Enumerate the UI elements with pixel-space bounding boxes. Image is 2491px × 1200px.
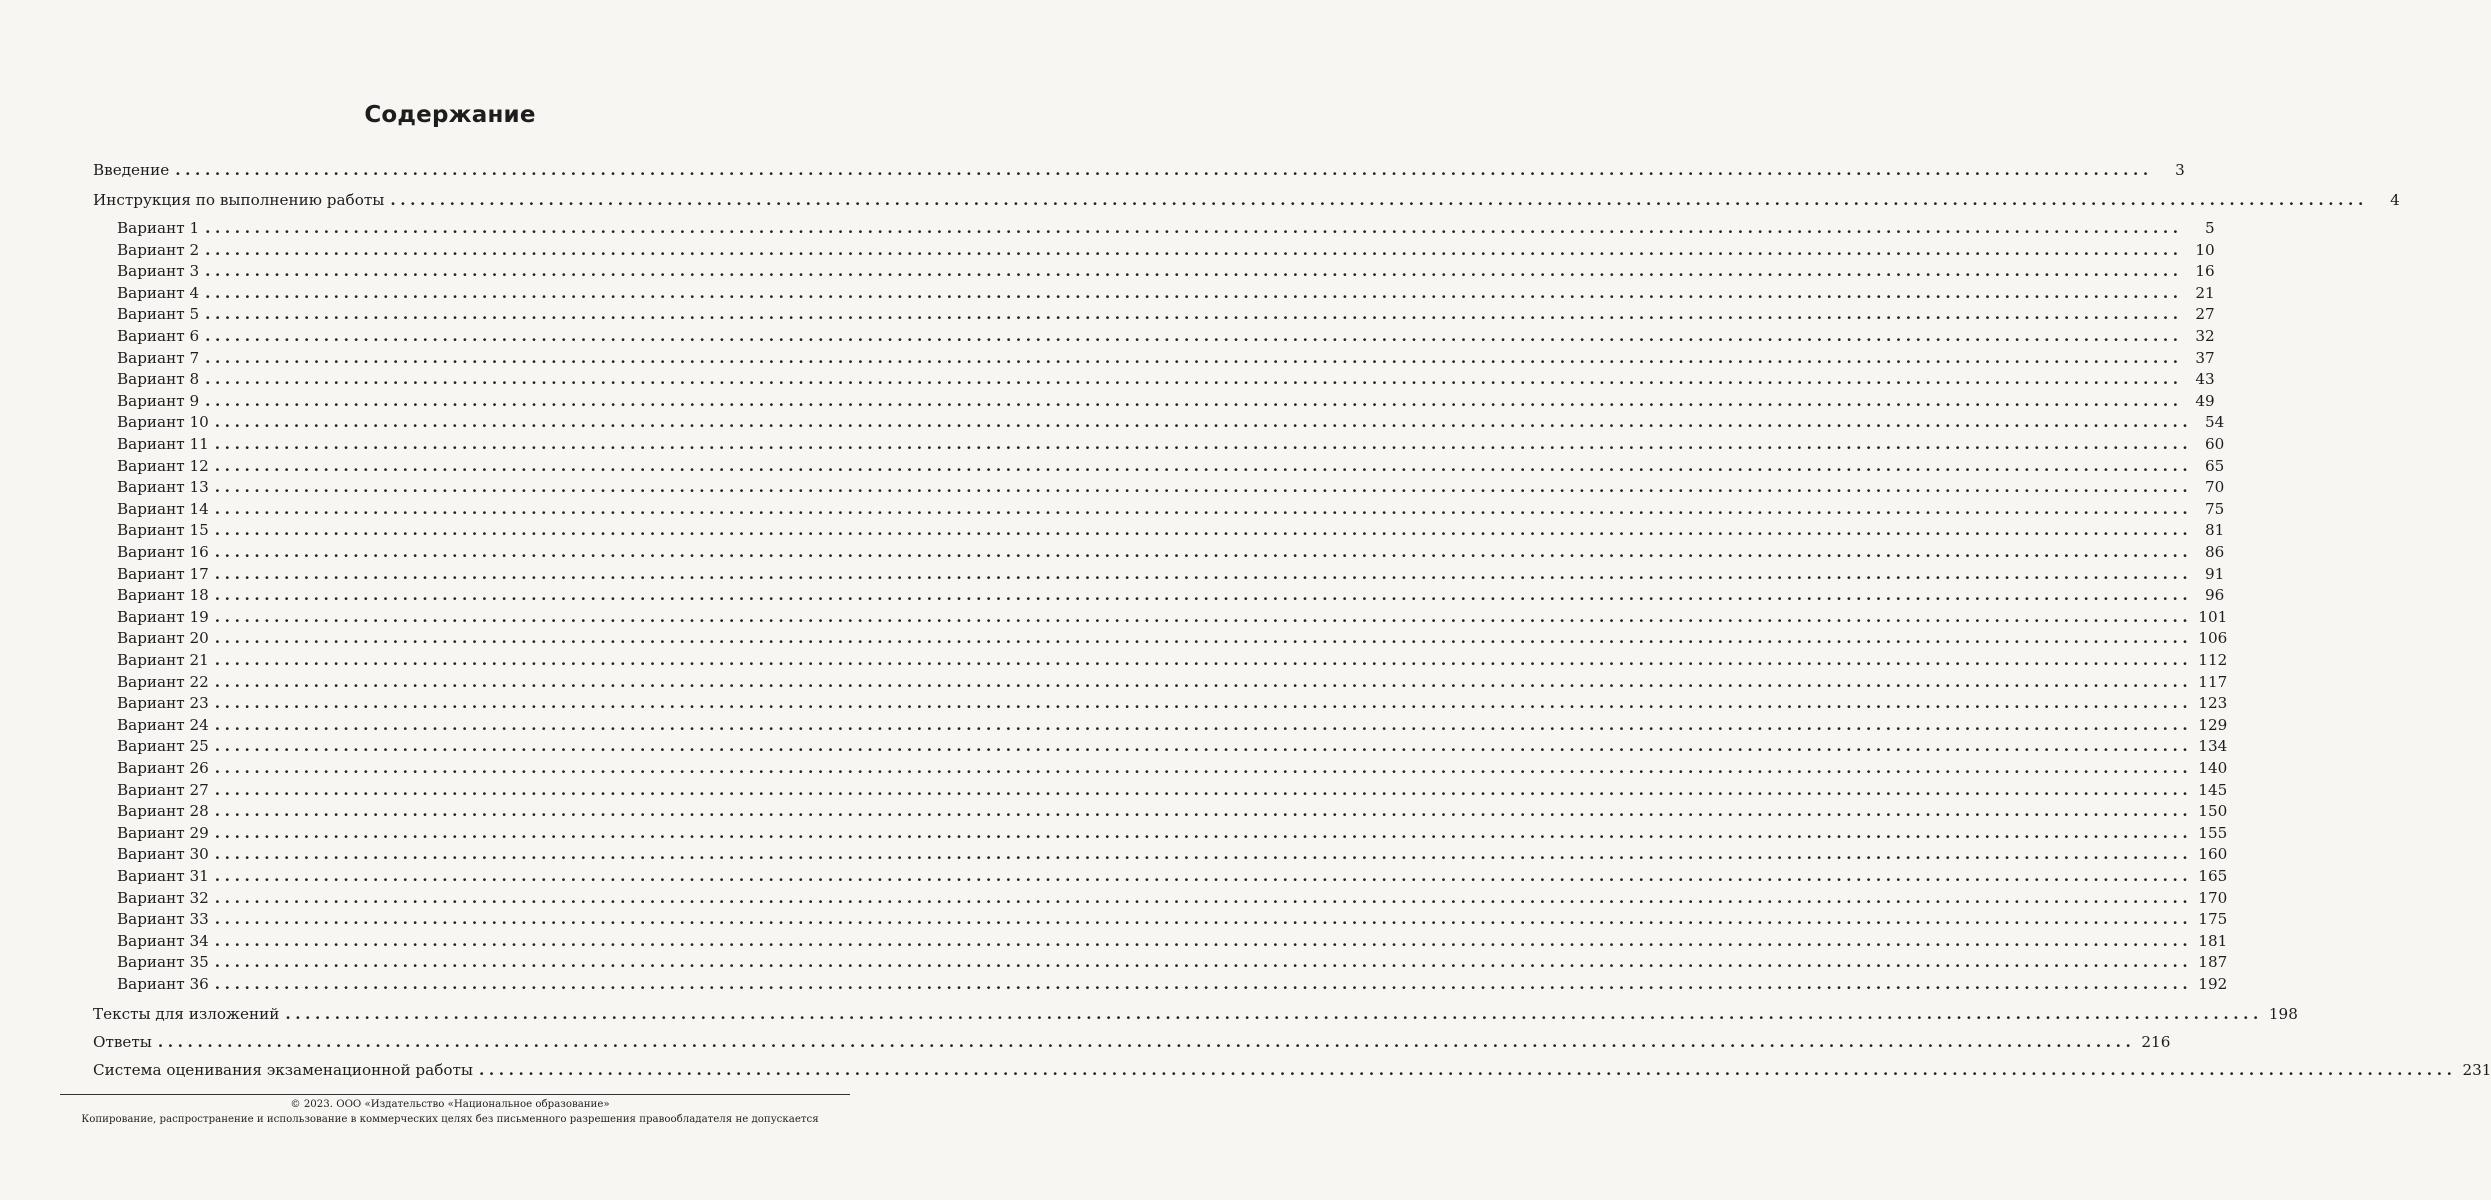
toc-dot-leader: ........................................................................................................................................................................................................ <box>214 413 2193 432</box>
toc-entry-label: Вариант 5 <box>117 305 200 324</box>
toc-entry-page: 216 <box>2141 1033 2171 1051</box>
toc-entry-label: Вариант 14 <box>117 499 209 518</box>
toc-entry <box>117 758 2228 779</box>
toc-entry <box>117 888 2228 909</box>
toc-entry-label: Вариант 21 <box>117 651 209 669</box>
toc-entry <box>117 412 2225 433</box>
toc-entry-page: 175 <box>2198 910 2228 929</box>
toc-entry-page: 3 <box>2175 161 2185 179</box>
toc-dot-leader: ........................................................................................................................................................................................................ <box>214 888 2193 907</box>
toc-entry-label: Вариант 19 <box>117 607 209 626</box>
toc-entry <box>117 585 2225 606</box>
toc-entry <box>117 304 2215 325</box>
toc-entry-label: Вариант 2 <box>117 240 200 259</box>
toc-dot-leader: ........................................................................................................................................................................................................ <box>390 191 2368 209</box>
toc-entry-label: Вариант 12 <box>117 456 209 475</box>
toc-dot-leader: ........................................................................................................................................................................................................ <box>175 161 2153 179</box>
toc-dot-leader: ........................................................................................................................................................................................................ <box>205 262 2183 281</box>
toc-entry <box>117 520 2225 541</box>
toc-dot-leader: ........................................................................................................................................................................................................ <box>205 327 2183 345</box>
toc-dot-leader: ........................................................................................................................................................................................................ <box>214 521 2193 540</box>
toc-entry <box>117 974 2228 995</box>
toc-entry <box>117 650 2228 671</box>
toc-entry-page: 140 <box>2198 759 2228 777</box>
toc-dot-leader: ........................................................................................................................................................................................................ <box>205 240 2183 259</box>
toc-entry <box>117 715 2228 736</box>
toc-dot-leader: ........................................................................................................................................................................................................ <box>214 780 2193 799</box>
toc-entry <box>117 499 2225 520</box>
footer-notice: Копирование, распространение и использование в коммерческих целях без письменного разрешения правообладателя не допускается <box>81 1114 819 1125</box>
toc-entry-label: Вариант 25 <box>117 737 209 756</box>
toc-entry-label: Вариант 7 <box>117 348 200 367</box>
toc-dot-leader: ........................................................................................................................................................................................................ <box>214 953 2193 972</box>
toc-entry-page: 16 <box>2195 262 2215 281</box>
toc-entry-label: Вариант 13 <box>117 478 209 497</box>
toc-entry-page: 21 <box>2195 283 2215 302</box>
toc-dot-leader: ........................................................................................................................................................................................................ <box>214 586 2193 605</box>
toc-entry-page: 49 <box>2195 391 2215 410</box>
toc-dot-leader: ........................................................................................................................................................................................................ <box>214 802 2193 821</box>
toc-entry-page: 150 <box>2198 802 2228 821</box>
toc-entry-label: Вариант 18 <box>117 586 209 605</box>
toc-entry-page: 112 <box>2198 651 2228 669</box>
toc-entry-page: 134 <box>2198 737 2228 756</box>
toc-entry <box>117 780 2228 801</box>
toc-entry <box>93 160 2185 181</box>
toc-entry <box>117 218 2215 239</box>
toc-dot-leader: ........................................................................................................................................................................................................ <box>214 629 2193 648</box>
toc-entry-page: 43 <box>2195 370 2215 389</box>
toc-entry-label: Введение <box>93 161 170 179</box>
toc-entry-label: Вариант 4 <box>117 283 200 302</box>
toc-entry-label: Вариант 27 <box>117 780 209 799</box>
toc-entry <box>117 240 2215 261</box>
toc-entry <box>117 542 2225 563</box>
toc-dot-leader: ........................................................................................................................................................................................................ <box>205 370 2183 389</box>
toc-dot-leader: ........................................................................................................................................................................................................ <box>214 845 2193 864</box>
toc-entry-label: Вариант 33 <box>117 910 209 929</box>
toc-entry <box>93 1032 2171 1053</box>
toc-entry-page: 10 <box>2195 240 2215 259</box>
toc-entry-label: Вариант 11 <box>117 435 209 453</box>
toc-entry-page: 129 <box>2198 715 2228 734</box>
page-title: Содержание <box>364 102 536 128</box>
toc-dot-leader: ........................................................................................................................................................................................................ <box>214 564 2193 583</box>
footer-divider <box>60 1094 850 1095</box>
toc-entry-label: Инструкция по выполнению работы <box>93 191 385 209</box>
toc-entry <box>117 348 2215 369</box>
toc-entry <box>117 456 2225 477</box>
toc-entry-label: Вариант 1 <box>117 219 200 237</box>
toc-entry-label: Вариант 16 <box>117 543 209 561</box>
toc-dot-leader: ........................................................................................................................................................................................................ <box>214 456 2193 475</box>
toc-entry-label: Вариант 30 <box>117 845 209 864</box>
toc-entry-page: 123 <box>2198 694 2228 713</box>
toc-dot-leader: ........................................................................................................................................................................................................ <box>205 305 2183 324</box>
toc-entry-label: Вариант 10 <box>117 413 209 432</box>
toc-dot-leader: ........................................................................................................................................................................................................ <box>214 651 2193 669</box>
toc-entry-page: 4 <box>2390 191 2400 209</box>
toc-entry <box>117 672 2228 693</box>
toc-entry <box>117 823 2228 844</box>
toc-entry-label: Вариант 9 <box>117 391 200 410</box>
toc-entry <box>117 909 2228 930</box>
toc-entry <box>117 434 2225 455</box>
footer-copyright: © 2023. ООО «Издательство «Национальное образование» <box>290 1099 610 1110</box>
toc-entry <box>117 866 2228 887</box>
toc-entry-label: Вариант 15 <box>117 521 209 540</box>
toc-entry-page: 81 <box>2204 521 2225 540</box>
toc-entry-page: 5 <box>2204 219 2215 237</box>
toc-dot-leader: ........................................................................................................................................................................................................ <box>214 931 2193 950</box>
toc-dot-leader: ........................................................................................................................................................................................................ <box>214 543 2193 561</box>
toc-dot-leader: ........................................................................................................................................................................................................ <box>214 694 2193 713</box>
toc-dot-leader: ........................................................................................................................................................................................................ <box>214 499 2193 518</box>
toc-entry-page: 181 <box>2198 931 2228 950</box>
toc-dot-leader: ........................................................................................................................................................................................................ <box>214 478 2193 497</box>
toc-dot-leader: ........................................................................................................................................................................................................ <box>157 1033 2136 1051</box>
toc-entry <box>117 931 2228 952</box>
toc-entry-label: Вариант 3 <box>117 262 200 281</box>
toc-entry-label: Вариант 36 <box>117 975 209 993</box>
toc-dot-leader: ........................................................................................................................................................................................................ <box>214 867 2193 885</box>
toc-entry <box>117 369 2215 390</box>
toc-entry-page: 231 <box>2462 1061 2491 1079</box>
toc-entry-label: Вариант 23 <box>117 694 209 713</box>
toc-entry-page: 117 <box>2198 672 2228 691</box>
toc-entry-label: Тексты для изложений <box>93 1005 280 1023</box>
toc-entry-page: 155 <box>2198 823 2228 842</box>
toc-entry <box>93 1060 2491 1081</box>
toc-entry <box>117 844 2228 865</box>
toc-entry <box>117 326 2215 347</box>
toc-entry-label: Вариант 28 <box>117 802 209 821</box>
toc-entry-label: Вариант 34 <box>117 931 209 950</box>
toc-entry-page: 60 <box>2204 435 2225 453</box>
toc-dot-leader: ........................................................................................................................................................................................................ <box>214 672 2193 691</box>
toc-dot-leader: ........................................................................................................................................................................................................ <box>214 823 2193 842</box>
toc-dot-leader: ........................................................................................................................................................................................................ <box>205 348 2183 367</box>
toc-entry-page: 106 <box>2198 629 2228 648</box>
toc-dot-leader: ........................................................................................................................................................................................................ <box>214 607 2193 626</box>
toc-entry-label: Вариант 6 <box>117 327 200 345</box>
toc-entry-page: 91 <box>2204 564 2225 583</box>
toc-dot-leader: ........................................................................................................................................................................................................ <box>214 737 2193 756</box>
toc-entry <box>117 391 2215 412</box>
toc-entry-label: Система оценивания экзаменационной работы <box>93 1061 473 1079</box>
toc-dot-leader: ........................................................................................................................................................................................................ <box>205 219 2183 237</box>
toc-entry <box>117 564 2225 585</box>
toc-entry-page: 170 <box>2198 888 2228 907</box>
toc-entry-label: Вариант 17 <box>117 564 209 583</box>
toc-entry-page: 54 <box>2204 413 2225 432</box>
toc-entry-page: 70 <box>2204 478 2225 497</box>
toc-entry-page: 32 <box>2195 327 2215 345</box>
toc-entry-page: 75 <box>2204 499 2225 518</box>
toc-entry-label: Вариант 24 <box>117 715 209 734</box>
toc-entry-page: 160 <box>2198 845 2228 864</box>
toc-dot-leader: ........................................................................................................................................................................................................ <box>214 910 2193 929</box>
toc-dot-leader: ........................................................................................................................................................................................................ <box>214 715 2193 734</box>
toc-entry-page: 192 <box>2198 975 2228 993</box>
toc-dot-leader: ........................................................................................................................................................................................................ <box>478 1061 2457 1079</box>
toc-entry-label: Вариант 29 <box>117 823 209 842</box>
toc-entry-label: Ответы <box>93 1033 152 1051</box>
toc-dot-leader: ........................................................................................................................................................................................................ <box>214 759 2193 777</box>
toc-entry-page: 96 <box>2204 586 2225 605</box>
toc-entry-label: Вариант 35 <box>117 953 209 972</box>
toc-dot-leader: ........................................................................................................................................................................................................ <box>285 1005 2263 1023</box>
toc-dot-leader: ........................................................................................................................................................................................................ <box>205 283 2183 302</box>
toc-entry-page: 86 <box>2204 543 2225 561</box>
toc-entry-label: Вариант 32 <box>117 888 209 907</box>
toc-entry-page: 101 <box>2198 607 2228 626</box>
toc-entry <box>93 1004 2298 1025</box>
toc-entry <box>93 190 2400 211</box>
toc-entry-page: 165 <box>2198 867 2228 885</box>
toc-entry-page: 37 <box>2195 348 2215 367</box>
toc-entry <box>117 477 2225 498</box>
toc-dot-leader: ........................................................................................................................................................................................................ <box>214 975 2193 993</box>
toc-entry <box>117 283 2215 304</box>
toc-entry <box>117 261 2215 282</box>
toc-entry <box>117 607 2228 628</box>
toc-entry-page: 145 <box>2198 780 2228 799</box>
toc-entry-label: Вариант 20 <box>117 629 209 648</box>
toc-entry <box>117 952 2228 973</box>
toc-entry-page: 27 <box>2195 305 2215 324</box>
toc-entry-page: 187 <box>2198 953 2228 972</box>
toc-entry-page: 198 <box>2268 1005 2298 1023</box>
toc-entry-page: 65 <box>2204 456 2225 475</box>
toc-entry <box>117 736 2228 757</box>
toc-entry-label: Вариант 26 <box>117 759 209 777</box>
toc-entry-label: Вариант 31 <box>117 867 209 885</box>
toc-entry <box>117 801 2228 822</box>
toc-entry <box>117 628 2228 649</box>
toc-entry <box>117 693 2228 714</box>
toc-entry-label: Вариант 22 <box>117 672 209 691</box>
toc-dot-leader: ........................................................................................................................................................................................................ <box>214 435 2193 453</box>
toc-entry-label: Вариант 8 <box>117 370 200 389</box>
toc-dot-leader: ........................................................................................................................................................................................................ <box>205 391 2183 410</box>
